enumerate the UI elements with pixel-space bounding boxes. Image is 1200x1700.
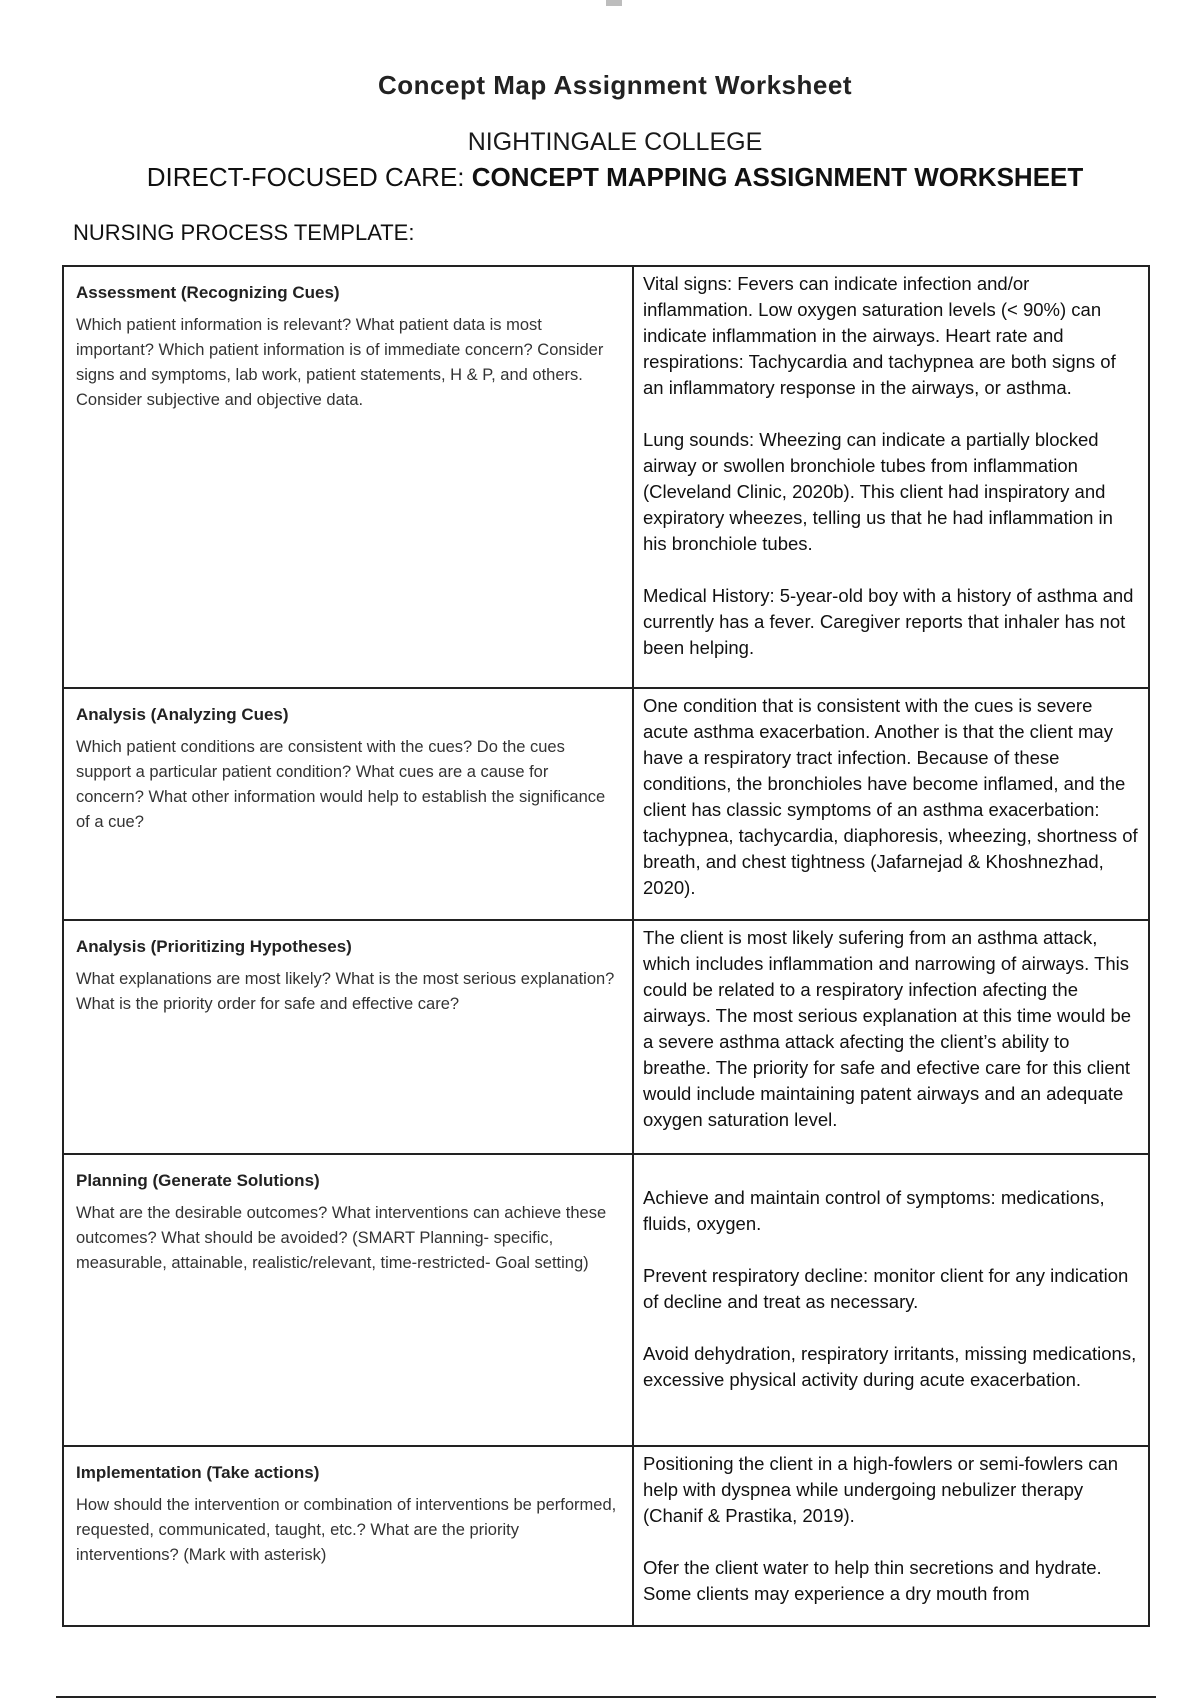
worksheet-subheading (0, 162, 1200, 193)
row-prompt-cell (63, 1154, 633, 1446)
row-prompt-cell (63, 1446, 633, 1626)
row-title: Analysis (Prioritizing Hypotheses) (76, 937, 352, 956)
row-title: Analysis (Analyzing Cues) (76, 705, 289, 724)
table-row-planning (63, 1154, 1149, 1446)
document-title: Concept Map Assignment Worksheet (378, 70, 852, 100)
row-prompt-cell (63, 266, 633, 688)
row-prompt: How should the intervention or combination of interventions be performed, requested, communicated, taught, etc.? What are the priority interventions? (Mark with asterisk) (76, 1496, 617, 1564)
template-label: NURSING PROCESS TEMPLATE: (73, 220, 415, 245)
row-prompt-cell (63, 688, 633, 920)
response-paragraph: Avoid dehydration, respiratory irritants, missing medications, excessive physical activity during acute exacerbation. (643, 1343, 1137, 1390)
row-prompt: What are the desirable outcomes? What interventions can achieve these outcomes? What should be avoided? (SMART Planning- specific, measurable, attainable, realistic/relevant, time-restricted- Goal setting) (76, 1204, 607, 1272)
nursing-process-table (62, 265, 1150, 1627)
row-response-cell (633, 1154, 1149, 1446)
response-paragraph: The client is most likely sufering from an asthma attack, which includes inflammation and narrowing of airways. This could be related to a respiratory infection afecting the airways. The most serious explanation at this time would be a severe asthma attack afecting the client’s ability to breathe. The priority for safe and efective care for this client would include maintaining patent airways and an adequate oxygen saturation level. (643, 927, 1132, 1130)
row-prompt: Which patient conditions are consistent with the cues? Do the cues support a particular patient condition? What cues are a cause for concern? What other information would help to establish the significance of a cue? (76, 738, 606, 831)
table-row-implementation (63, 1446, 1149, 1626)
response-paragraph: Ofer the client water to help thin secretions and hydrate. Some clients may experience a dry mouth from (643, 1557, 1102, 1604)
response-paragraph: Vital signs: Fevers can indicate infection and/or inflammation. Low oxygen saturation levels (< 90%) can indicate inflammation in the airways. Heart rate and respirations: Tachycardia and tachypnea are both signs of an inflammatory response in the airways, or asthma. (643, 273, 1116, 398)
row-response-cell (633, 266, 1149, 688)
college-name: NIGHTINGALE COLLEGE (467, 128, 763, 156)
row-prompt: What explanations are most likely? What is the most serious explanation? What is the priority order for safe and effective care? (76, 970, 615, 1013)
row-title: Assessment (Recognizing Cues) (76, 283, 340, 302)
row-title: Implementation (Take actions) (76, 1463, 320, 1482)
table-row-analyzing-cues (63, 688, 1149, 920)
page-top-mark (606, 0, 622, 6)
row-response-cell (633, 1446, 1149, 1626)
row-response-cell (633, 920, 1149, 1154)
response-paragraph: Prevent respiratory decline: monitor client for any indication of decline and treat as necessary. (643, 1265, 1129, 1312)
row-prompt-cell (63, 920, 633, 1154)
subheading-regular: DIRECT-FOCUSED CARE: (146, 162, 472, 192)
page-bottom-rule (56, 1696, 1156, 1698)
response-paragraph: Achieve and maintain control of symptoms: medications, fluids, oxygen. (643, 1187, 1105, 1234)
row-title: Planning (Generate Solutions) (76, 1171, 320, 1190)
table-row-assessment (63, 266, 1149, 688)
table-row-prioritizing-hypotheses (63, 920, 1149, 1154)
subheading-bold: CONCEPT MAPPING ASSIGNMENT WORKSHEET (471, 162, 1084, 192)
response-paragraph: Positioning the client in a high-fowlers or semi-fowlers can help with dyspnea while undergoing nebulizer therapy (Chanif & Prastika, 2019). (643, 1453, 1119, 1526)
response-paragraph: Medical History: 5-year-old boy with a history of asthma and currently has a fever. Caregiver reports that inhaler has not been helping. (643, 585, 1134, 658)
response-paragraph: Lung sounds: Wheezing can indicate a partially blocked airway or swollen bronchiole tubes from inflammation (Cleveland Clinic, 2020b). This client had inspiratory and expiratory wheezes, telling us that he had inflammation in his bronchiole tubes. (643, 429, 1113, 554)
response-paragraph: One condition that is consistent with the cues is severe acute asthma exacerbation. Another is that the client may have a respiratory tract infection. Because of these conditions, the bronchioles have become inflamed, and the client has classic symptoms of an asthma exacerbation: tachypnea, tachycardia, diaphoresis, wheezing, shortness of breath, and chest tightness (Jafarnejad & Khoshnezhad, 2020). (643, 695, 1138, 898)
row-prompt: Which patient information is relevant? What patient data is most important? Which patient information is of immediate concern? Consider signs and symptoms, lab work, patient statements, H & P, and others. Consider subjective and objective data. (76, 316, 604, 409)
row-response-cell (633, 688, 1149, 920)
